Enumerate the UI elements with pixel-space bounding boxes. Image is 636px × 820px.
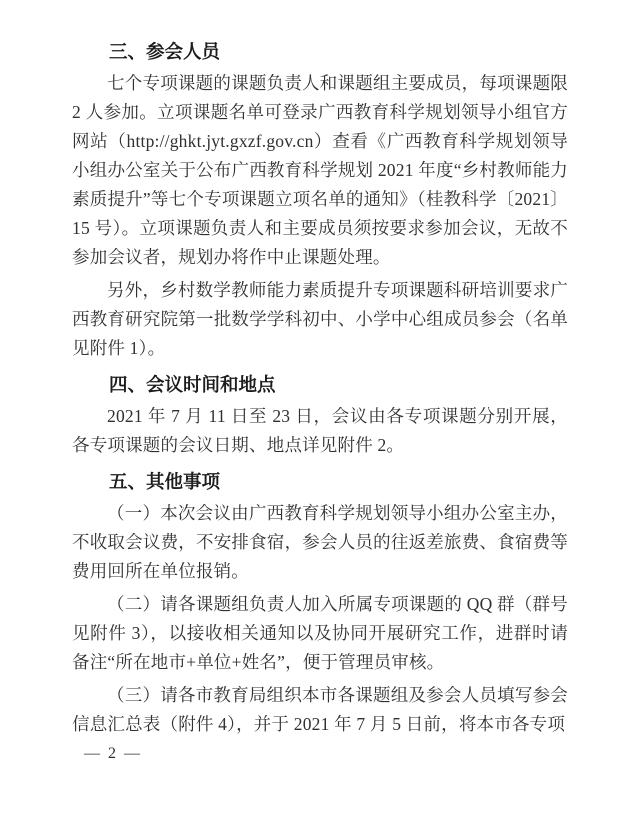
section-participants [72, 37, 568, 363]
paragraph-other-matters-3: （三）请各市教育局组织本市各课题组及参会人员填写参会信息汇总表（附件 4），并于 2021 年 7 月 5 日前，将本市各专项 [72, 685, 568, 734]
paragraph-other-matters-1: （一）本次会议由广西教育科学规划领导小组办公室主办，不收取会议费，不安排食宿，参会人员的往返差旅费、食宿费等费用回所在单位报销。 [72, 503, 568, 581]
section-time-place [72, 370, 568, 460]
paragraph-participants-1: 七个专项课题的课题负责人和课题组主要成员，每项课题限 2 人参加。立项课题名单可登录广西教育科学规划领导小组官方网站（http://ghkt.jyt.gxzf.gov.cn）查看《广西教育科学规划领导小组办公室关于公布广西教育科学规划 2021 年度“乡村教师能力素质提升”等七个专项课题立项名单的通知》（桂教科学〔2021〕15 号）。立项课题负责人和主要成员须按要求参加会议，无故不参加会议者，规划办将作中止课题处理。 [72, 73, 568, 267]
page-number: — 2 — [84, 745, 142, 762]
paragraph-other-matters-2: （二）请各课题组负责人加入所属专项课题的 QQ 群（群号见附件 3），以接收相关通知以及协同开展研究工作，进群时请备注“所在地市+单位+姓名”，便于管理员审核。 [72, 594, 568, 672]
section-heading-time-place: 四、会议时间和地点 [109, 374, 276, 395]
section-heading-other-matters: 五、其他事项 [109, 471, 221, 492]
paragraph-participants-2: 另外，乡村数学教师能力素质提升专项课题科研培训要求广西教育研究院第一批数学学科初中、小学中心组成员参会（名单见附件 1）。 [72, 280, 568, 358]
section-heading-participants: 三、参会人员 [109, 41, 221, 62]
section-other-matters [72, 467, 568, 739]
paragraph-time-place-1: 2021 年 7 月 11 日至 23 日，会议由各专项课题分别开展，各专项课题的会议日期、地点详见附件 2。 [72, 406, 568, 455]
